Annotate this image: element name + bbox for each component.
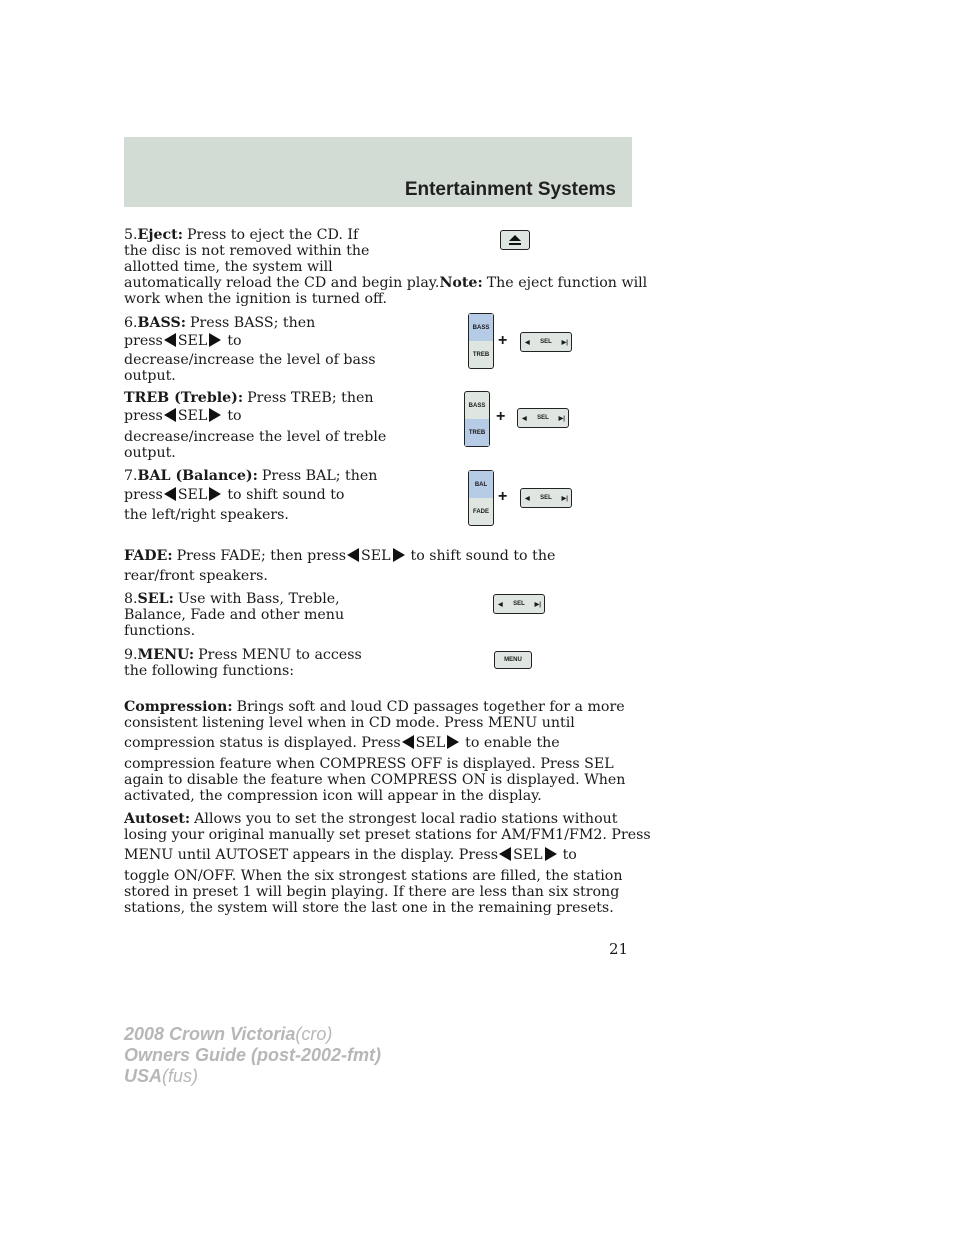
compression-line2: consistent listening level when in CD mode. Press MENU until — [124, 715, 575, 731]
left-arrow-icon — [402, 735, 414, 749]
sel-line2: Balance, Fade and other menu — [124, 607, 345, 623]
page-number: 21 — [609, 940, 629, 958]
eject-line3: allotted time, the system will — [124, 259, 333, 275]
bal-line3: the left/right speakers. — [124, 507, 289, 523]
section-title: Entertainment Systems — [404, 179, 616, 200]
sel-line3: functions. — [124, 623, 196, 639]
compression-line6: activated, the compression icon will appear in the display. — [124, 788, 542, 804]
sel-line1: 8.SEL: Use with Bass, Treble, — [124, 591, 340, 607]
compression-line5: again to disable the feature when COMPRESS ON is displayed. When — [124, 772, 626, 788]
bass-line2: press SEL to — [124, 333, 242, 349]
fade-line2: rear/front speakers. — [124, 568, 268, 584]
compression-line1: Compression: Brings soft and loud CD passages together for a more — [124, 699, 625, 715]
right-arrow-icon — [393, 548, 405, 562]
treb-line2: press SEL to — [124, 408, 242, 424]
menu-line2: the following functions: — [124, 663, 295, 679]
compression-line4: compression feature when COMPRESS OFF is displayed. Press SEL — [124, 756, 614, 772]
eject-line4: automatically reload the CD and begin play.Note: The eject function will — [124, 275, 648, 291]
eject-line5: work when the ignition is turned off. — [124, 291, 388, 307]
treb-line3: decrease/increase the level of treble — [124, 429, 387, 445]
eject-line2: the disc is not removed within the — [124, 243, 370, 259]
right-arrow-icon — [447, 735, 459, 749]
bass-treb-button-icon-treb: BASS TREB — [464, 391, 490, 447]
left-arrow-icon — [164, 487, 176, 501]
plus-icon: + — [496, 408, 506, 425]
footer-line3: USA(fus) — [124, 1066, 199, 1086]
eject-line1: 5.Eject: Press to eject the CD. If — [124, 227, 359, 243]
autoset-line6: stations, the system will store the last one in the remaining presets. — [124, 900, 614, 916]
autoset-line5: stored in preset 1 will begin playing. If there are less than six strong — [124, 884, 620, 900]
bass-line4: output. — [124, 368, 176, 384]
bal-line2: press SEL to shift sound to — [124, 487, 345, 503]
autoset-line4: toggle ON/OFF. When the six strongest stations are filled, the station — [124, 868, 623, 884]
right-arrow-icon — [545, 847, 557, 861]
autoset-line2: losing your original manually set preset stations for AM/FM1/FM2. Press — [124, 827, 651, 843]
sel-button-icon: ◀ SEL ▶| — [520, 332, 572, 352]
bal-line1: 7.BAL (Balance): Press BAL; then — [124, 468, 378, 484]
fade-line1: FADE: Press FADE; then press SEL to shift sound to the — [124, 548, 556, 564]
footer-line2: Owners Guide (post-2002-fmt) — [124, 1045, 382, 1065]
compression-line3: compression status is displayed. Press SEL to enable the — [124, 735, 560, 751]
sel-button-icon: ◀ SEL ▶| — [493, 594, 545, 614]
sel-button-icon: ◀ SEL ▶| — [517, 408, 569, 428]
footer — [124, 1024, 381, 1087]
menu-line1: 9.MENU: Press MENU to access — [124, 647, 362, 663]
right-arrow-icon — [209, 333, 221, 347]
right-arrow-icon — [209, 408, 221, 422]
left-arrow-icon — [347, 548, 359, 562]
left-arrow-icon — [164, 408, 176, 422]
bal-fade-button-icon: BAL FADE — [468, 470, 494, 526]
plus-icon: + — [498, 488, 508, 505]
autoset-line1: Autoset: Allows you to set the strongest local radio stations without — [124, 811, 618, 827]
eject-icon — [508, 234, 522, 246]
eject-button-icon — [500, 230, 530, 250]
left-arrow-icon — [499, 847, 511, 861]
right-arrow-icon — [209, 487, 221, 501]
bass-line1: 6.BASS: Press BASS; then — [124, 315, 316, 331]
treb-line4: output. — [124, 445, 176, 461]
section-header — [124, 137, 632, 207]
bass-line3: decrease/increase the level of bass — [124, 352, 376, 368]
treb-line1: TREB (Treble): Press TREB; then — [124, 390, 374, 406]
footer-line1: 2008 Crown Victoria(cro) — [124, 1024, 333, 1044]
menu-button-icon: MENU — [494, 651, 532, 669]
autoset-line3: MENU until AUTOSET appears in the display. Press SEL to — [124, 847, 577, 863]
left-arrow-icon — [164, 333, 176, 347]
bass-treb-button-icon: BASS TREB — [468, 313, 494, 369]
plus-icon: + — [498, 332, 508, 349]
sel-button-icon: ◀ SEL ▶| — [520, 488, 572, 508]
